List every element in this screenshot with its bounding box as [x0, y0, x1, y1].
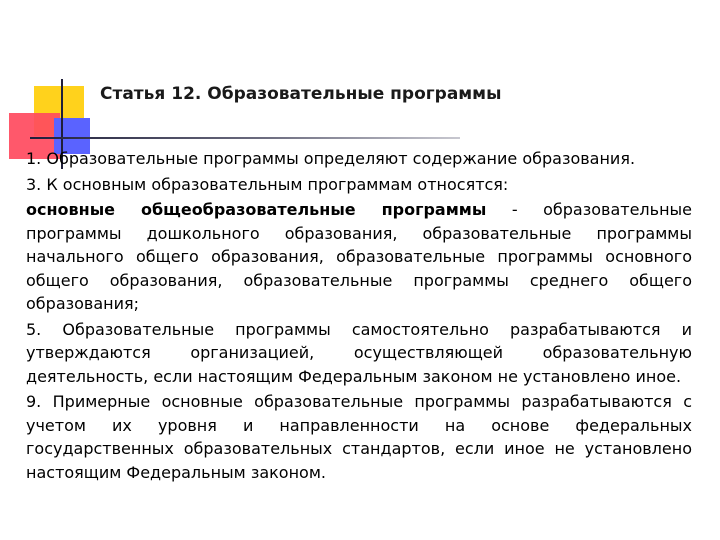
paragraph-3-bold: основные общеобразовательные программы [26, 200, 487, 219]
paragraph-1: 1. Образовательные программы определяют содержание образования. [26, 149, 636, 168]
title-underline [30, 137, 460, 139]
slide-title: Статья 12. Образовательные программы [100, 84, 502, 104]
paragraph-5: 9. Примерные основные образовательные программы разрабатываются с учетом их уровня и направленности на основе федеральных государственных образовательных стандартов, если иное не установлено настоящим Федеральным законом. [26, 392, 692, 482]
paragraph-4: 5. Образовательные программы самостоятельно разрабатываются и утверждаются организацией, осуществляющей образовательную деятельность, если настоящим Федеральным законом не установлено иное. [26, 319, 692, 386]
paragraph-3-rest: - образовательные программы дошкольного образования, образовательные программы начального общего образования, образовательные программы основного общего образования, образовательные программы среднего общего образования; [26, 200, 692, 313]
paragraph-3 [26, 198, 692, 316]
slide-body [26, 147, 692, 486]
paragraph-2: 3. К основным образовательным программам относятся: [26, 174, 509, 194]
